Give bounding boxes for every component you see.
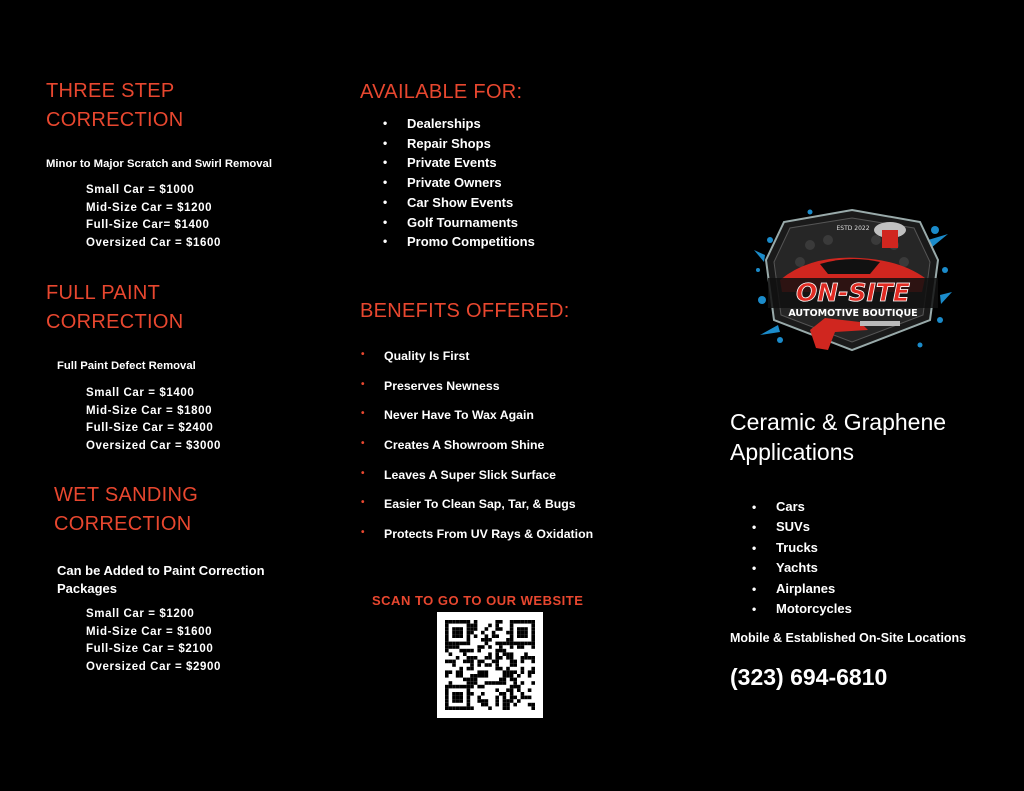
list-item: • Protects From UV Rays & Oxidation xyxy=(361,527,593,557)
wet-sanding-heading-1: WET SANDING xyxy=(54,484,199,506)
benefits-list xyxy=(361,349,593,557)
price-mid: Mid-Size Car = $1600 xyxy=(86,625,213,638)
benefits-heading: BENEFITS OFFERED: xyxy=(360,300,570,322)
scan-label: SCAN TO GO TO OUR WEBSITE xyxy=(372,593,584,608)
price-small: Small Car = $1400 xyxy=(86,387,195,399)
ceramic-heading-2: Applications xyxy=(730,439,855,465)
list-item: • Repair Shops xyxy=(383,134,535,154)
list-item: • Creates A Showroom Shine xyxy=(361,438,593,468)
list-item: • Never Have To Wax Again xyxy=(361,408,593,438)
list-item: • Golf Tournaments xyxy=(383,213,535,233)
price-oversized: Oversized Car = $3000 xyxy=(86,439,222,452)
wet-sanding-subtitle-2: Packages xyxy=(57,581,117,596)
phone-number[interactable]: (323) 694-6810 xyxy=(730,664,888,690)
logo-top-text: ESTD 2022 xyxy=(836,225,870,232)
price-oversized: Oversized Car = $2900 xyxy=(86,660,222,673)
locations-text: Mobile & Established On-Site Locations xyxy=(730,631,967,645)
list-item: • Easier To Clean Sap, Tar, & Bugs xyxy=(361,497,593,527)
full-paint-heading-1: FULL PAINT xyxy=(46,282,161,304)
wet-sanding-heading-2: CORRECTION xyxy=(54,513,192,535)
list-item: • Preserves Newness xyxy=(361,379,593,409)
list-item: • Car Show Events xyxy=(383,193,535,213)
list-item: • Yachts xyxy=(752,558,852,578)
price-full: Full-Size Car= $1400 xyxy=(86,219,210,231)
qr-code[interactable] xyxy=(437,612,543,718)
price-full: Full-Size Car = $2100 xyxy=(86,643,214,655)
price-mid: Mid-Size Car = $1200 xyxy=(86,201,213,214)
price-small: Small Car = $1000 xyxy=(86,184,195,196)
three-step-heading-2: CORRECTION xyxy=(46,109,184,131)
wet-sanding-price-list xyxy=(86,606,221,676)
wet-sanding-subtitle xyxy=(57,562,265,598)
list-item: • Private Events xyxy=(383,153,535,173)
price-small: Small Car = $1200 xyxy=(86,608,195,620)
full-paint-section xyxy=(46,279,183,337)
list-item: • Motorcycles xyxy=(752,599,852,619)
ceramic-list xyxy=(752,497,852,619)
ceramic-heading xyxy=(730,407,946,467)
list-item: • Dealerships xyxy=(383,114,535,134)
logo-main-text: ON-SITE xyxy=(796,278,910,307)
full-paint-subtitle: Full Paint Defect Removal xyxy=(57,360,196,372)
list-item: • Quality Is First xyxy=(361,349,593,379)
list-item: • Leaves A Super Slick Surface xyxy=(361,468,593,498)
list-item: • Promo Competitions xyxy=(383,232,535,252)
three-step-heading-1: THREE STEP xyxy=(46,80,175,102)
available-list xyxy=(383,114,535,252)
list-item: • Airplanes xyxy=(752,579,852,599)
ceramic-heading-1: Ceramic & Graphene xyxy=(730,409,947,435)
qr-code-image xyxy=(437,612,543,718)
list-item: • Private Owners xyxy=(383,173,535,193)
list-item: • Trucks xyxy=(752,538,852,558)
three-step-subtitle: Minor to Major Scratch and Swirl Removal xyxy=(46,158,272,170)
logo-sub-text: AUTOMOTIVE BOUTIQUE xyxy=(788,308,918,319)
three-step-section xyxy=(46,77,183,135)
price-full: Full-Size Car = $2400 xyxy=(86,422,214,434)
wet-sanding-section xyxy=(54,481,198,539)
price-oversized: Oversized Car = $1600 xyxy=(86,236,222,249)
wet-sanding-subtitle-1: Can be Added to Paint Correction xyxy=(57,563,265,578)
price-mid: Mid-Size Car = $1800 xyxy=(86,404,213,417)
list-item: • SUVs xyxy=(752,517,852,537)
full-paint-price-list xyxy=(86,385,221,455)
available-heading: AVAILABLE FOR: xyxy=(360,81,523,103)
full-paint-heading-2: CORRECTION xyxy=(46,311,184,333)
three-step-price-list xyxy=(86,182,221,252)
list-item: • Cars xyxy=(752,497,852,517)
logo xyxy=(750,200,955,360)
